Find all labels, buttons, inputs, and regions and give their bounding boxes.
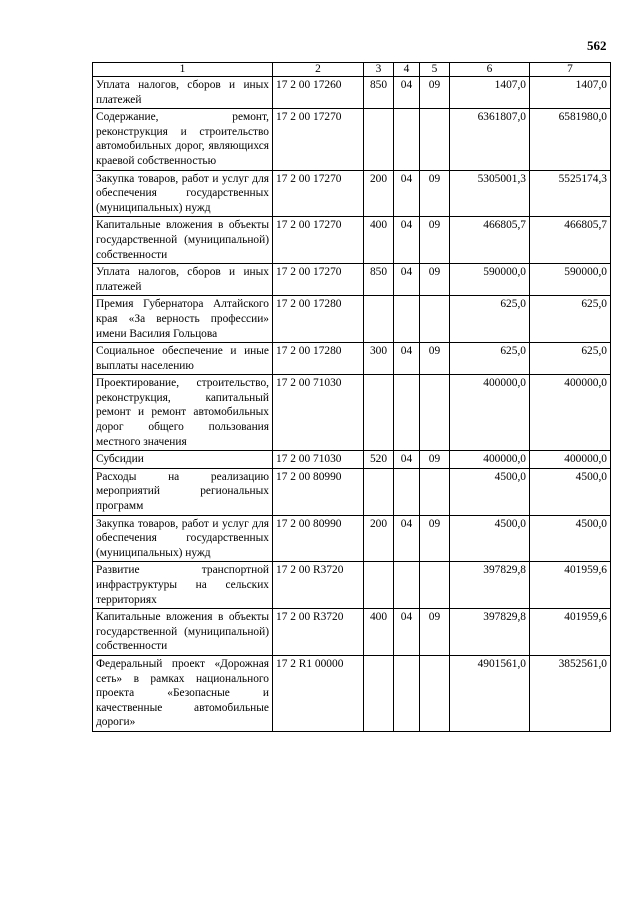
row-code: 17 2 00 17270	[273, 217, 364, 264]
table-row	[93, 170, 611, 217]
row-pr: 09	[420, 451, 450, 469]
row-sum-2: 625,0	[530, 296, 611, 343]
row-pr	[420, 375, 450, 451]
row-sum-1: 397829,8	[450, 609, 530, 656]
header-col-4: 4	[394, 63, 420, 77]
row-sum-1: 4500,0	[450, 468, 530, 515]
row-name: Премия Губернатора Алтайского края «За верность профессии» имени Василия Гольцова	[93, 296, 273, 343]
row-vr: 400	[364, 609, 394, 656]
row-name: Уплата налогов, сборов и иных платежей	[93, 77, 273, 109]
header-col-2: 2	[273, 63, 364, 77]
header-col-6: 6	[450, 63, 530, 77]
row-pr	[420, 655, 450, 731]
row-sum-1: 466805,7	[450, 217, 530, 264]
row-vr: 850	[364, 77, 394, 109]
row-vr	[364, 109, 394, 170]
row-rz	[394, 562, 420, 609]
row-pr: 09	[420, 609, 450, 656]
row-rz	[394, 296, 420, 343]
row-code: 17 2 00 80990	[273, 468, 364, 515]
row-sum-1: 1407,0	[450, 77, 530, 109]
row-code: 17 2 00 17280	[273, 296, 364, 343]
row-pr	[420, 109, 450, 170]
row-sum-1: 625,0	[450, 343, 530, 375]
header-row	[93, 63, 611, 77]
row-rz	[394, 109, 420, 170]
row-code: 17 2 00 17280	[273, 343, 364, 375]
row-pr: 09	[420, 264, 450, 296]
page-number: 562	[587, 38, 607, 53]
row-sum-2: 6581980,0	[530, 109, 611, 170]
table-row	[93, 264, 611, 296]
row-rz	[394, 655, 420, 731]
row-pr: 09	[420, 217, 450, 264]
row-pr	[420, 296, 450, 343]
row-sum-2: 400000,0	[530, 451, 611, 469]
table-row	[93, 77, 611, 109]
row-code: 17 2 00 71030	[273, 375, 364, 451]
row-name: Развитие транспортной инфраструктуры на сельских территориях	[93, 562, 273, 609]
row-pr	[420, 468, 450, 515]
row-code: 17 2 00 17270	[273, 109, 364, 170]
row-name: Капитальные вложения в объекты государственной (муниципальной) собственности	[93, 609, 273, 656]
row-sum-1: 4500,0	[450, 515, 530, 562]
table-row	[93, 451, 611, 469]
row-pr: 09	[420, 170, 450, 217]
row-name: Содержание, ремонт, реконструкция и строительство автомобильных дорог, являющихся краевой собственностью	[93, 109, 273, 170]
row-name: Социальное обеспечение и иные выплаты населению	[93, 343, 273, 375]
row-sum-2: 1407,0	[530, 77, 611, 109]
row-sum-2: 401959,6	[530, 562, 611, 609]
row-sum-2: 4500,0	[530, 515, 611, 562]
row-vr: 200	[364, 515, 394, 562]
table-row	[93, 296, 611, 343]
row-name: Уплата налогов, сборов и иных платежей	[93, 264, 273, 296]
row-sum-2: 3852561,0	[530, 655, 611, 731]
row-code: 17 2 00 71030	[273, 451, 364, 469]
table-row	[93, 468, 611, 515]
row-pr: 09	[420, 515, 450, 562]
row-vr	[364, 655, 394, 731]
header-col-3: 3	[364, 63, 394, 77]
table-row	[93, 562, 611, 609]
row-rz: 04	[394, 217, 420, 264]
row-vr	[364, 468, 394, 515]
row-sum-2: 625,0	[530, 343, 611, 375]
row-name: Субсидии	[93, 451, 273, 469]
row-vr: 850	[364, 264, 394, 296]
table-row	[93, 343, 611, 375]
row-code: 17 2 00 R3720	[273, 562, 364, 609]
table-row	[93, 109, 611, 170]
header-col-1: 1	[93, 63, 273, 77]
row-pr: 09	[420, 343, 450, 375]
row-vr: 520	[364, 451, 394, 469]
row-rz: 04	[394, 609, 420, 656]
row-rz: 04	[394, 170, 420, 217]
row-rz: 04	[394, 343, 420, 375]
row-name: Закупка товаров, работ и услуг для обеспечения государственных (муниципальных) нужд	[93, 515, 273, 562]
row-vr: 200	[364, 170, 394, 217]
row-code: 17 2 00 17270	[273, 170, 364, 217]
row-sum-2: 400000,0	[530, 375, 611, 451]
row-name: Закупка товаров, работ и услуг для обеспечения государственных (муниципальных) нужд	[93, 170, 273, 217]
row-sum-2: 5525174,3	[530, 170, 611, 217]
row-code: 17 2 00 80990	[273, 515, 364, 562]
row-vr: 400	[364, 217, 394, 264]
row-sum-2: 4500,0	[530, 468, 611, 515]
row-code: 17 2 00 17260	[273, 77, 364, 109]
row-pr	[420, 562, 450, 609]
row-sum-1: 5305001,3	[450, 170, 530, 217]
row-sum-1: 400000,0	[450, 375, 530, 451]
row-code: 17 2 R1 00000	[273, 655, 364, 731]
table-row	[93, 655, 611, 731]
row-code: 17 2 00 R3720	[273, 609, 364, 656]
row-name: Федеральный проект «Дорожная сеть» в рамках национального проекта «Безопасные и качественные автомобильные дороги»	[93, 655, 273, 731]
row-sum-1: 590000,0	[450, 264, 530, 296]
header-col-5: 5	[420, 63, 450, 77]
row-vr: 300	[364, 343, 394, 375]
row-name: Проектирование, строительство, реконструкция, капитальный ремонт и ремонт автомобильных дорог общего пользования местного значения	[93, 375, 273, 451]
table-row	[93, 515, 611, 562]
table-row	[93, 375, 611, 451]
row-sum-1: 625,0	[450, 296, 530, 343]
table-row	[93, 217, 611, 264]
row-vr	[364, 562, 394, 609]
row-sum-1: 400000,0	[450, 451, 530, 469]
row-sum-1: 4901561,0	[450, 655, 530, 731]
row-rz	[394, 375, 420, 451]
row-rz: 04	[394, 515, 420, 562]
row-name: Капитальные вложения в объекты государственной (муниципальной) собственности	[93, 217, 273, 264]
row-sum-2: 401959,6	[530, 609, 611, 656]
row-vr	[364, 375, 394, 451]
row-sum-1: 397829,8	[450, 562, 530, 609]
row-sum-1: 6361807,0	[450, 109, 530, 170]
row-vr	[364, 296, 394, 343]
row-name: Расходы на реализацию мероприятий региональных программ	[93, 468, 273, 515]
header-col-7: 7	[530, 63, 611, 77]
row-rz: 04	[394, 264, 420, 296]
row-rz: 04	[394, 451, 420, 469]
row-code: 17 2 00 17270	[273, 264, 364, 296]
row-pr: 09	[420, 77, 450, 109]
row-sum-2: 466805,7	[530, 217, 611, 264]
row-rz: 04	[394, 77, 420, 109]
budget-table	[92, 62, 611, 732]
row-sum-2: 590000,0	[530, 264, 611, 296]
row-rz	[394, 468, 420, 515]
table-row	[93, 609, 611, 656]
